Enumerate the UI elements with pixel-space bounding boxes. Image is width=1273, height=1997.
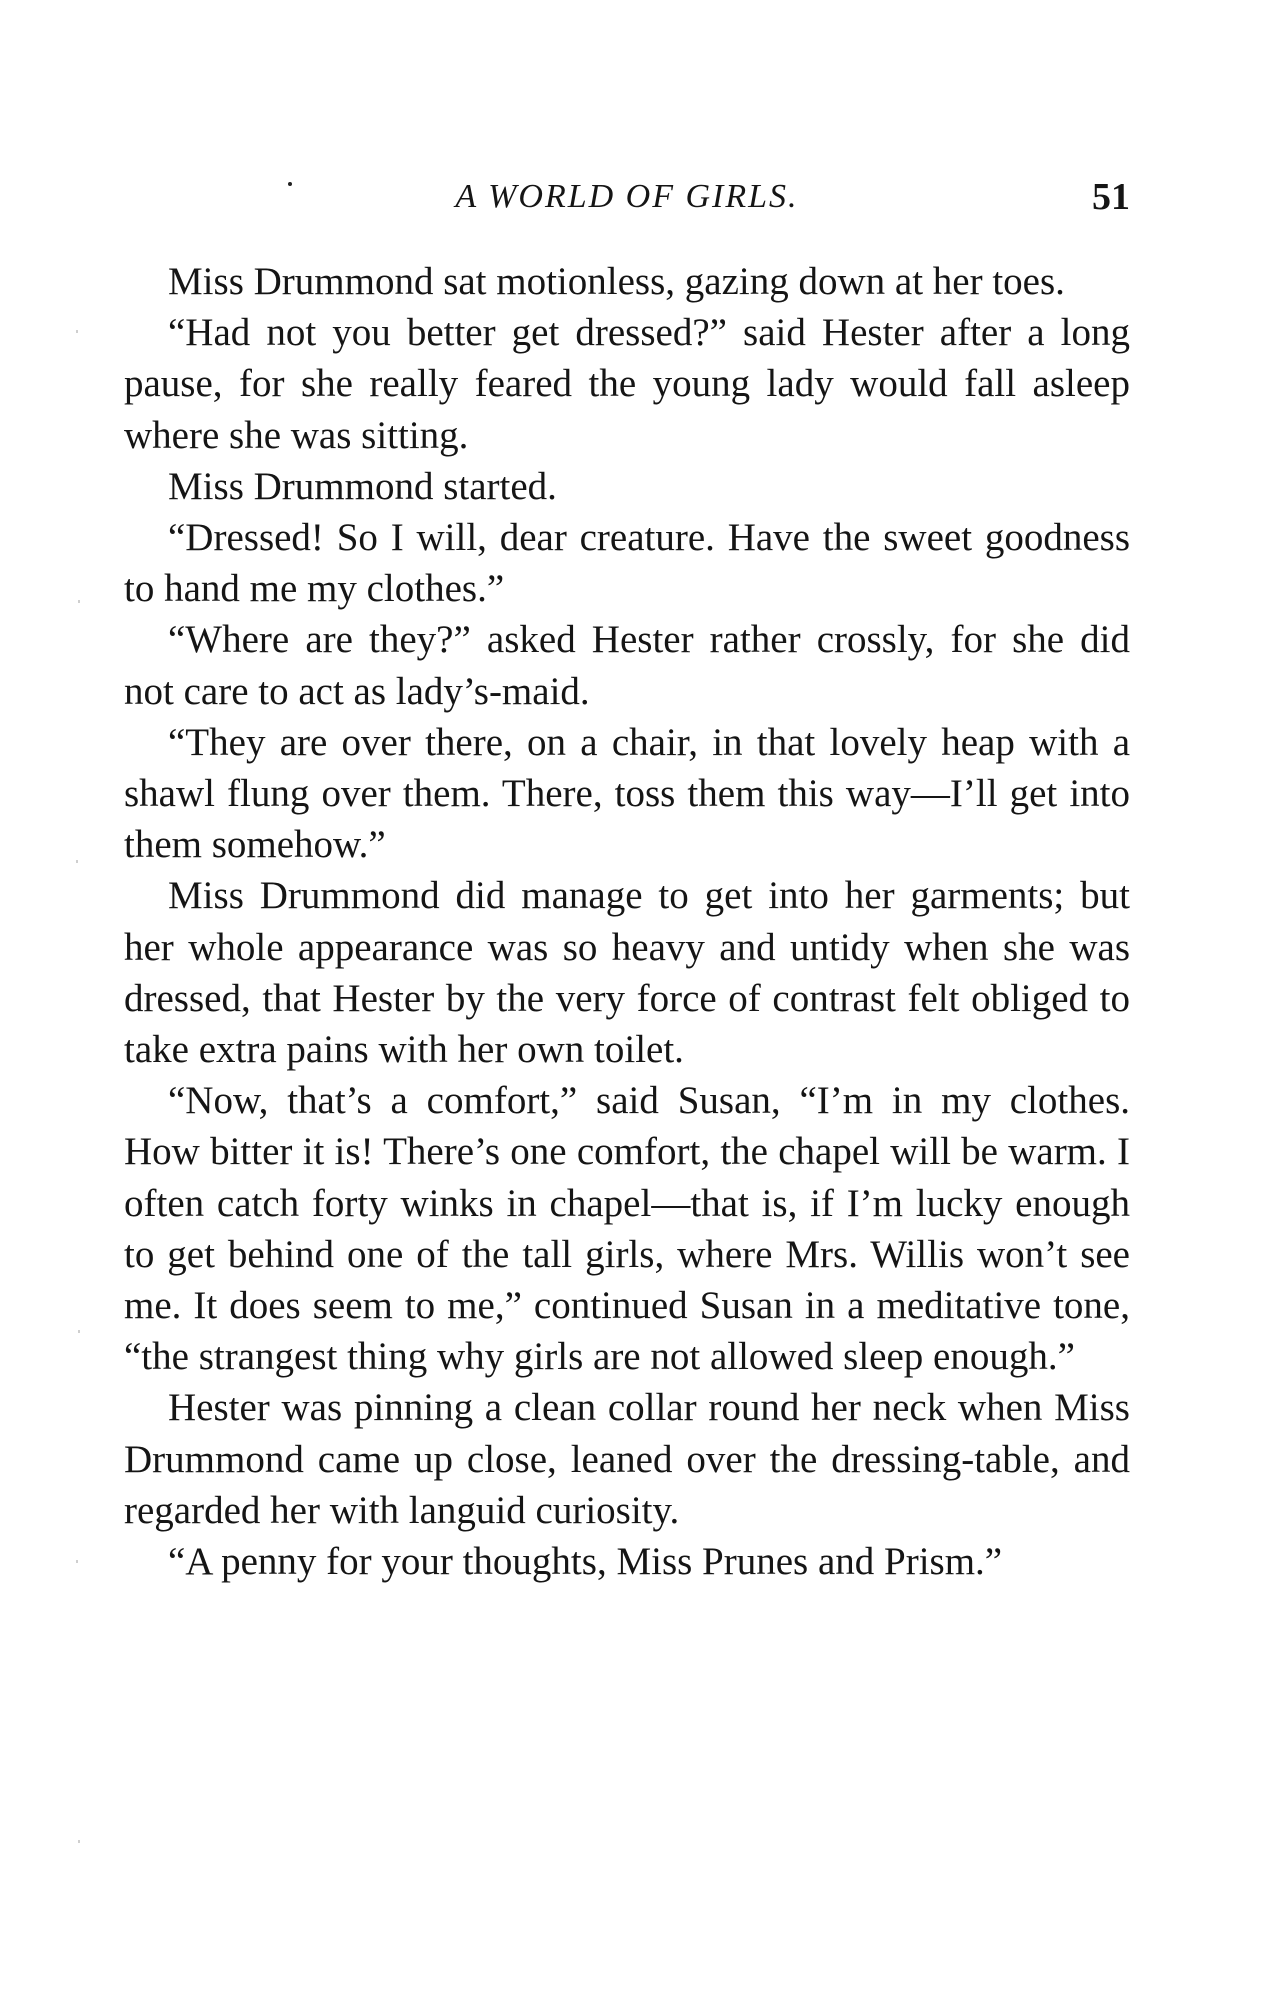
body-text [124, 256, 1130, 1587]
paragraph: “Had not you better get dressed?” said Hester after a long pause, for she really feared the young lady would fall asleep where she was sitting. [124, 311, 1130, 457]
paragraph: Miss Drummond sat motionless, gazing down at her toes. [168, 260, 1065, 303]
paragraph: “Now, that’s a comfort,” said Susan, “I’m in my clothes. How bitter it is! There’s one comfort, the chapel will be warm. I often catch forty winks in chapel—that is, if I’m lucky enough to get behind one of the tall girls, where Mrs. Willis won’t see me. It does seem to me,” continued Susan in a meditative tone, “the strangest thing why girls are not allowed sleep enough.” [124, 1079, 1130, 1379]
paragraph: Miss Drummond did manage to get into her garments; but her whole appearance was so heavy and untidy when she was dressed, that Hester by the very force of contrast felt obliged to take extra pains with her own toilet. [124, 874, 1130, 1072]
running-title: A WORLD OF GIRLS. [455, 178, 799, 215]
margin-speck [76, 860, 78, 863]
margin-speck [78, 1330, 80, 1333]
paragraph: “A penny for your thoughts, Miss Prunes and Prism.” [168, 1540, 1003, 1584]
paragraph: “Where are they?” asked Hester rather crossly, for she did not care to act as lady’s-maid. [124, 618, 1130, 713]
paragraph: Miss Drummond started. [168, 464, 557, 508]
paragraph: Hester was pinning a clean collar round her neck when Miss Drummond came up close, leaned over the dressing-table, and regarded her with languid curiosity. [124, 1386, 1130, 1532]
paragraph: “Dressed! So I will, dear creature. Have the sweet goodness to hand me my clothes.” [124, 516, 1130, 611]
margin-speck [78, 1840, 80, 1843]
margin-speck [76, 330, 78, 333]
paragraph: “They are over there, on a chair, in that lovely heap with a shawl flung over them. There, toss them this way—I’ll get into them somehow.” [124, 720, 1130, 867]
margin-speck [76, 1560, 78, 1563]
page-header [124, 172, 1130, 222]
margin-speck [78, 600, 80, 603]
page-number: 51 [1092, 176, 1130, 218]
